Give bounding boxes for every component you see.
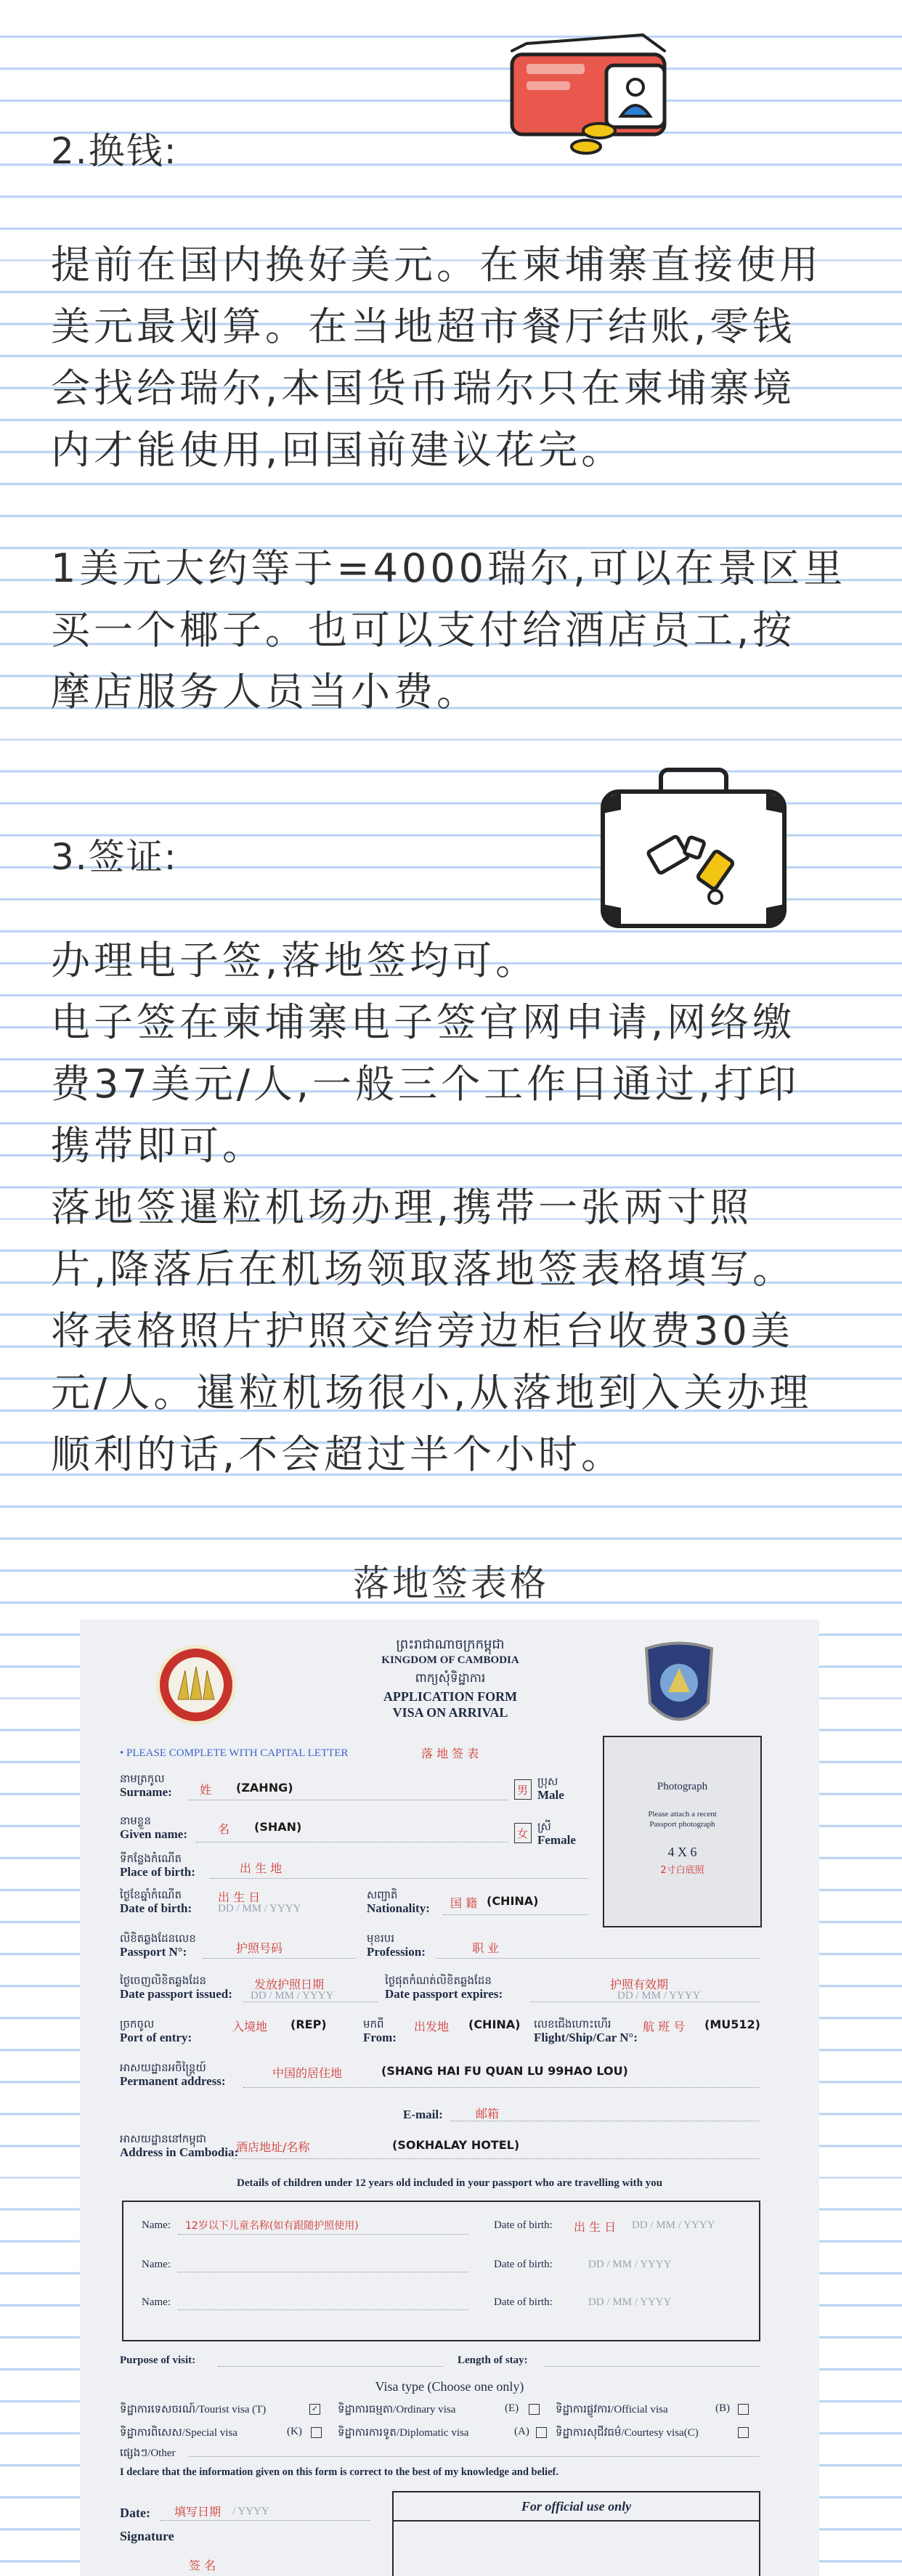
- entry-value: (REP): [290, 2018, 327, 2031]
- female-cn: 女: [517, 1827, 529, 1840]
- special-visa-label: ទិដ្ឋាការពិសេស/Special visa: [120, 2427, 237, 2439]
- given-name-cn: 名: [218, 1822, 230, 1836]
- kingdom-label: KINGDOM OF CAMBODIA: [381, 1654, 519, 1666]
- pob-label: Place of birth:: [120, 1865, 195, 1879]
- given-name-value: (SHAN): [254, 1820, 302, 1834]
- from-cn: 出发地: [414, 2020, 450, 2033]
- issued-label: Date passport issued:: [120, 1987, 232, 2001]
- child-dob-label: Date of birth:: [494, 2259, 553, 2270]
- text-line: 顺利的话,不会超过半个小时。: [51, 1431, 625, 1477]
- entry-cn: 入境地: [232, 2020, 268, 2033]
- nationality-label-kh: សញ្ជាតិ: [367, 1890, 398, 1901]
- male-checkbox[interactable]: [514, 1779, 532, 1800]
- signature-cn: 签 名: [189, 2559, 216, 2572]
- text-line: 片,降落后在机场领取落地签表格填写。: [51, 1246, 796, 1292]
- children-title: Details of children under 12 years old included in your passport who are travelling with you: [236, 2177, 663, 2189]
- special-visa-code: (K): [287, 2426, 302, 2437]
- surname-label-kh: នាមត្រកូល: [120, 1773, 165, 1785]
- photo-size-cn: 2寸白底照: [660, 1865, 704, 1876]
- issued-format: DD / MM / YYYY: [251, 1990, 334, 2002]
- declaration-text: I declare that the information given on this form is correct to the best of my knowledge and belief.: [120, 2466, 558, 2478]
- child-dob-format: DD / MM / YYYY: [632, 2219, 715, 2231]
- flight-label: Flight/Ship/Car N°:: [534, 2031, 638, 2044]
- diplomatic-visa-checkbox[interactable]: [536, 2427, 547, 2438]
- courtesy-visa-label: ទិដ្ឋាការសុជីវធម៌/Courtesy visa(C): [556, 2427, 699, 2439]
- capital-letter-note: • PLEASE COMPLETE WITH CAPITAL LETTER: [120, 1747, 349, 1759]
- perm-address-value: (SHANG HAI FU QUAN LU 99HAO LOU): [381, 2064, 628, 2078]
- application-form-title: APPLICATION FORM: [383, 1689, 518, 1704]
- khmer-title: ព្រះរាជាណាចក្រកម្ពុជា: [396, 1637, 505, 1651]
- flight-label-kh: លេខជើងហោះហើរ: [534, 2019, 612, 2031]
- tourist-visa-label: ទិដ្ឋាការទេសចរណ៍/Tourist visa (T): [120, 2404, 267, 2415]
- perm-address-label-kh: អាសយដ្ឋានអចិន្ត្រៃយ៍: [120, 2063, 206, 2074]
- ordinary-visa-checkbox[interactable]: [529, 2404, 540, 2415]
- profession-label: Profession:: [367, 1945, 426, 1959]
- child-dob-label: Date of birth:: [494, 2296, 553, 2308]
- text-line: 买一个椰子。也可以支付给酒店员工,按: [51, 607, 796, 653]
- text-line: 内才能使用,回国前建议花完。: [51, 427, 625, 473]
- issued-cn: 发放护照日期: [254, 1978, 325, 1991]
- visa-form-image: [80, 1620, 819, 2576]
- passport-cn: 护照号码: [236, 1941, 283, 1955]
- official-visa-label: ទិដ្ឋាការផ្លូវការ/Official visa: [556, 2404, 668, 2415]
- child-name-cn: 12岁以下儿童名称(如有跟随护照使用): [185, 2220, 359, 2232]
- photo-note: Please attach a recent: [648, 1810, 717, 1819]
- nationality-cn: 国 籍: [450, 1896, 478, 1910]
- official-visa-checkbox[interactable]: [738, 2404, 749, 2415]
- dob-format: DD / MM / YYYY: [218, 1903, 301, 1914]
- asean-emblem-icon: [153, 1641, 240, 1728]
- cambodia-address-label: Address in Cambodia:: [120, 2145, 239, 2159]
- cambodia-address-cn: 酒店地址/名称: [236, 2140, 310, 2154]
- surname-value: (ZAHNG): [236, 1781, 293, 1795]
- text-line: 落地签暹粒机场办理,携带一张两寸照: [51, 1185, 753, 1230]
- expires-cn: 护照有效期: [610, 1978, 669, 1991]
- photo-size: 4 X 6: [667, 1845, 697, 1859]
- cambodia-address-value: (SOKHALAY HOTEL): [392, 2138, 520, 2152]
- surname-label: Surname:: [120, 1785, 172, 1799]
- visa-heading: 3.签证:: [51, 836, 178, 878]
- photo-label: Photograph: [657, 1781, 708, 1792]
- from-label: From:: [363, 2031, 397, 2044]
- suitcase-icon: [592, 763, 795, 937]
- entry-label-kh: ច្រកចូល: [120, 2019, 155, 2031]
- dob-label: Date of birth:: [120, 1901, 192, 1915]
- expires-label-kh: ថ្ងៃផុតកំណត់លិខិតឆ្លងដែន: [385, 1975, 492, 1987]
- text-line: 携带即可。: [51, 1123, 265, 1169]
- entry-label: Port of entry:: [120, 2031, 192, 2044]
- male-label-kh: ប្រុស: [537, 1776, 558, 1788]
- wallet-doodle: [497, 22, 694, 153]
- visa-on-arrival-title: VISA ON ARRIVAL: [392, 1705, 508, 1720]
- text-line: 元/人。暹粒机场很小,从落地到入关办理: [51, 1370, 813, 1415]
- profession-label-kh: មុខរបរ: [367, 1933, 395, 1945]
- profession-cn: 职 业: [472, 1941, 500, 1955]
- pob-cn: 出 生 地: [240, 1861, 283, 1875]
- text-line: 将表格照片护照交给旁边柜台收费30美: [51, 1308, 794, 1354]
- text-line: 提前在国内换好美元。在柬埔寨直接使用: [51, 242, 822, 288]
- ordinary-visa-code: (E): [505, 2402, 519, 2414]
- children-box: [122, 2201, 760, 2341]
- text-line: 费37美元/人,一般三个工作日通过,打印: [51, 1061, 800, 1107]
- money-paragraph-2: [51, 537, 864, 723]
- official-visa-code: (B): [715, 2402, 730, 2414]
- suitcase-doodle: [592, 763, 795, 937]
- dob-cn: 出 生 日: [218, 1890, 261, 1904]
- form-caption: 落地签表格: [353, 1562, 549, 1604]
- expires-format: DD / MM / YYYY: [617, 1990, 701, 2002]
- visa-paragraph: [51, 930, 864, 1485]
- child-name-label: Name:: [142, 2259, 171, 2270]
- purpose-label: Purpose of visit:: [120, 2354, 196, 2366]
- landing-visa-stamp: 落 地 签 表: [421, 1747, 479, 1760]
- date-format: / YYYY: [232, 2506, 269, 2517]
- photo-box: [603, 1736, 762, 1927]
- text-line: 1美元大约等于=4000瑞尔,可以在景区里: [51, 545, 847, 591]
- child-dob-label: Date of birth:: [494, 2219, 553, 2231]
- text-line: 摩店服务人员当小费。: [51, 669, 479, 715]
- ordinary-visa-label: ទិដ្ឋាការធម្មតា/Ordinary visa: [338, 2404, 456, 2415]
- given-name-label-kh: នាមខ្លួន: [120, 1816, 151, 1827]
- flight-cn: 航 班 号: [643, 2020, 686, 2033]
- other-visa-label: ផ្សេងៗ/Other: [120, 2447, 176, 2459]
- money-paragraph-1: [51, 234, 864, 481]
- female-checkbox[interactable]: [514, 1823, 532, 1843]
- courtesy-visa-checkbox[interactable]: [738, 2427, 749, 2438]
- tourist-visa-checkbox[interactable]: ✓: [309, 2404, 320, 2415]
- male-label: Male: [537, 1788, 564, 1802]
- child-dob-cn: 出 生 日: [574, 2220, 617, 2234]
- text-line: 会找给瑞尔,本国货币瑞尔只在柬埔寨境: [51, 365, 796, 411]
- email-label: E-mail:: [403, 2108, 443, 2121]
- child-dob-format: DD / MM / YYYY: [588, 2296, 672, 2308]
- female-label-kh: ស្រី: [537, 1821, 551, 1833]
- given-name-label: Given name:: [120, 1827, 188, 1841]
- official-use-box: [392, 2491, 760, 2576]
- khmer-subtitle: ពាក្យសុំទិដ្ឋាការ: [415, 1671, 486, 1685]
- date-label: Date:: [120, 2506, 150, 2520]
- perm-address-cn: 中国的居住地: [272, 2066, 343, 2080]
- text-line: 电子签在柬埔寨电子签官网申请,网络缴: [51, 999, 796, 1045]
- female-label: Female: [537, 1833, 576, 1847]
- flight-value: (MU512): [704, 2018, 760, 2031]
- diplomatic-visa-label: ទិដ្ឋាការការទូត/Diplomatic visa: [338, 2427, 469, 2439]
- text-line: 办理电子签,落地签均可。: [51, 938, 539, 983]
- surname-cn: 姓: [200, 1783, 212, 1797]
- nationality-value: (CHINA): [487, 1894, 539, 1908]
- perm-address-label: Permanent address:: [120, 2074, 226, 2088]
- pob-label-kh: ទីកន្លែងកំណើត: [120, 1853, 182, 1865]
- official-use-label: For official use only: [394, 2492, 759, 2522]
- child-name-label: Name:: [142, 2296, 171, 2308]
- diplomatic-visa-code: (A): [514, 2426, 529, 2437]
- money-heading: 2.换钱:: [51, 130, 178, 172]
- child-dob-format: DD / MM / YYYY: [588, 2259, 672, 2270]
- immigration-badge-icon: [639, 1638, 719, 1739]
- text-line: 美元最划算。在当地超市餐厅结账,零钱: [51, 304, 796, 349]
- length-label: Length of stay:: [458, 2354, 528, 2366]
- signature-label: Signature: [120, 2529, 174, 2543]
- dob-label-kh: ថ្ងៃខែឆ្នាំកំណើត: [120, 1890, 182, 1901]
- from-label-kh: មកពី: [363, 2019, 384, 2031]
- from-value: (CHINA): [468, 2018, 521, 2031]
- expires-label: Date passport expires:: [385, 1987, 503, 2001]
- issued-label-kh: ថ្ងៃចេញលិខិតឆ្លងដែន: [120, 1975, 207, 1987]
- visa-type-title: Visa type (Choose one only): [375, 2379, 524, 2394]
- email-cn: 邮箱: [476, 2107, 500, 2121]
- passport-label: Passport N°:: [120, 1945, 187, 1959]
- photo-note: Passport photograph: [649, 1820, 715, 1829]
- male-cn: 男: [517, 1784, 529, 1797]
- date-cn: 填写日期: [174, 2505, 222, 2519]
- nationality-label: Nationality:: [367, 1901, 430, 1915]
- passport-label-kh: លិខិតឆ្លងដែនលេខ: [120, 1933, 196, 1945]
- child-name-label: Name:: [142, 2219, 171, 2231]
- cambodia-address-label-kh: អាសយដ្ឋាននៅកម្ពុជា: [120, 2134, 207, 2145]
- special-visa-checkbox[interactable]: [311, 2427, 322, 2438]
- coins-icon: [570, 116, 628, 160]
